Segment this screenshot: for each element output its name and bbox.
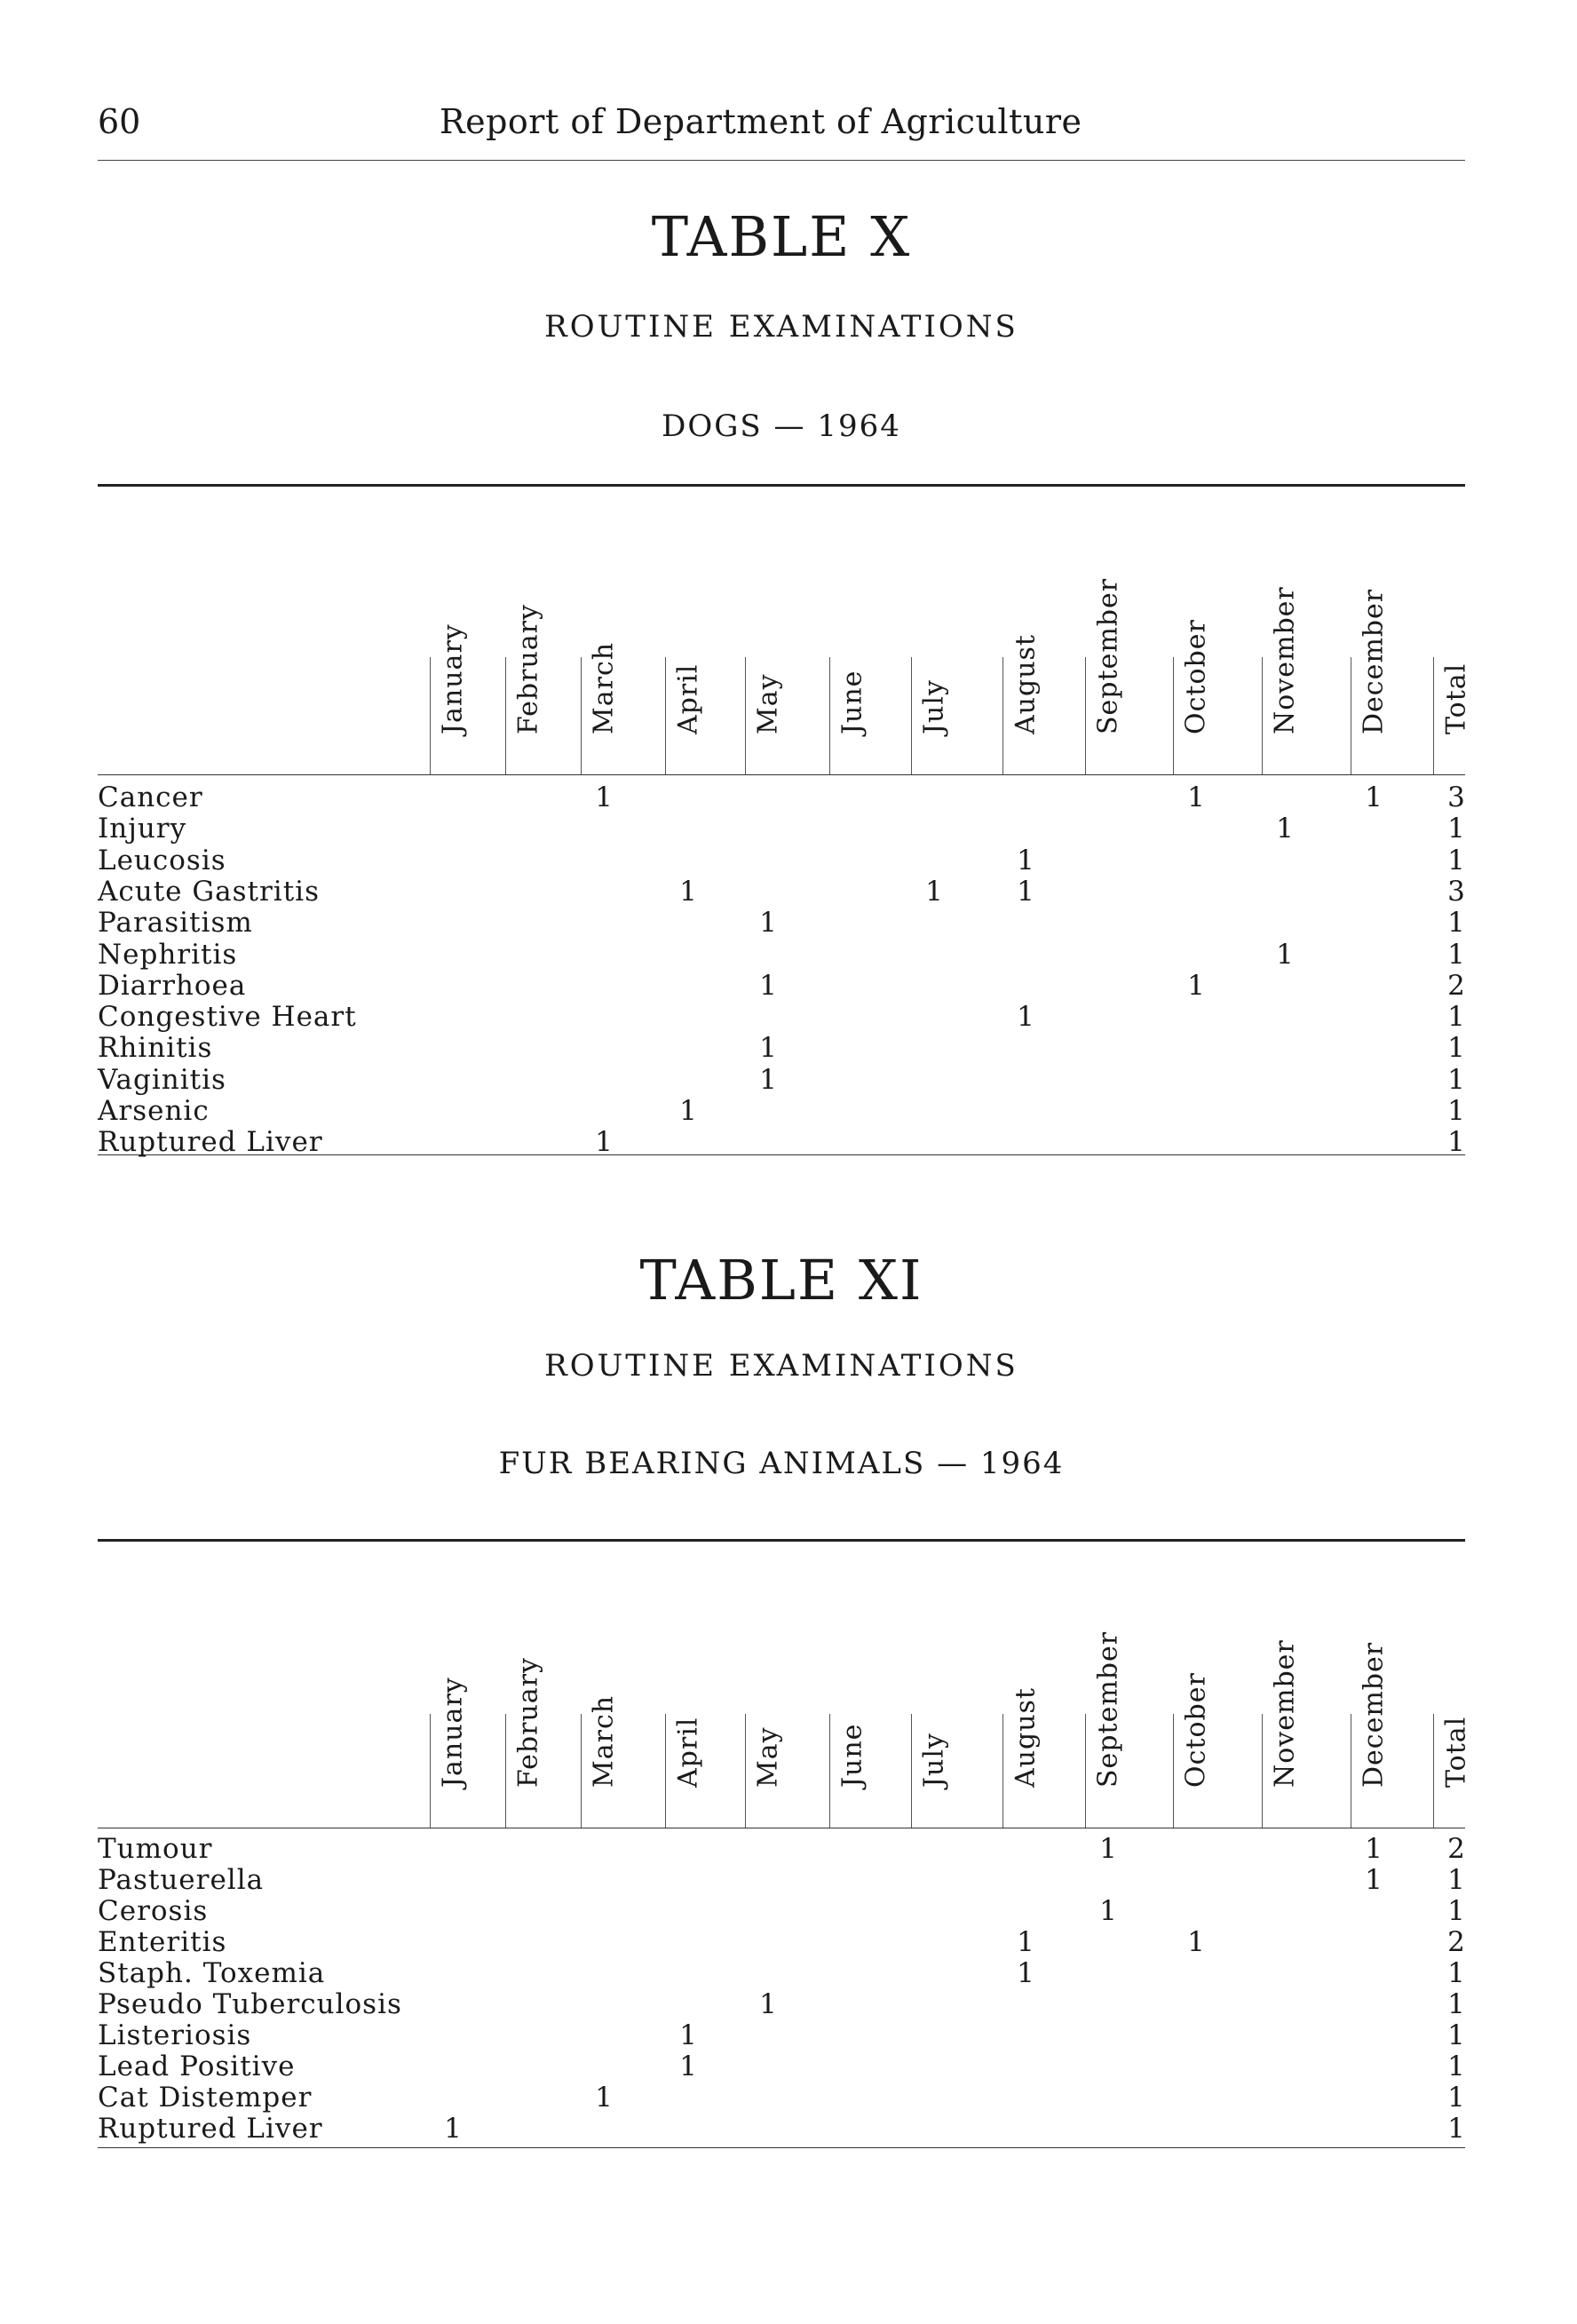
column-header-label: September <box>1092 577 1124 734</box>
row-label: Pastuerella <box>98 1864 265 1896</box>
column-header-label: November <box>1269 586 1301 734</box>
row-label: Ruptured Liver <box>98 2113 323 2145</box>
row-label: Arsenic <box>98 1095 210 1127</box>
column-header-july <box>916 1623 952 1819</box>
column-header-june <box>835 1623 870 1819</box>
row-label: Injury <box>98 813 187 845</box>
row-total: 1 <box>1447 813 1465 845</box>
column-header-label: May <box>752 1726 784 1788</box>
column-header-label: June <box>836 1723 868 1788</box>
table-caption: DOGS — 1964 <box>662 408 901 444</box>
column-header-label: April <box>672 663 704 734</box>
row-total: 1 <box>1447 1032 1465 1065</box>
table-bottom-rule <box>98 2147 1465 2148</box>
column-rule <box>430 1714 431 1828</box>
table-cell: 1 <box>1017 875 1034 908</box>
row-label: Cancer <box>98 781 203 813</box>
column-rule <box>581 1714 582 1828</box>
row-total: 2 <box>1447 969 1465 1002</box>
column-header-august <box>1008 1623 1043 1819</box>
row-total: 1 <box>1447 1063 1465 1096</box>
row-total: 2 <box>1447 1926 1465 1958</box>
table-cell: 1 <box>759 907 777 940</box>
column-rule <box>829 1714 830 1828</box>
row-total: 3 <box>1447 875 1465 908</box>
row-total: 1 <box>1447 1095 1465 1127</box>
row-label: Tumour <box>98 1833 213 1865</box>
column-rule <box>911 1714 912 1828</box>
table-cell: 1 <box>1017 1926 1034 1958</box>
column-header-label: February <box>512 604 544 734</box>
row-total: 1 <box>1447 1957 1465 1989</box>
column-header-label: July <box>918 1733 950 1788</box>
table-cell: 1 <box>1365 1833 1383 1865</box>
table-cell: 1 <box>595 2082 613 2114</box>
row-label: Leucosis <box>98 844 226 876</box>
column-header-march <box>586 1623 622 1819</box>
column-rule <box>1433 1714 1434 1828</box>
table-subtitle: ROUTINE EXAMINATIONS <box>544 309 1018 345</box>
table-cell: 1 <box>1017 1001 1034 1034</box>
column-rule <box>665 1714 666 1828</box>
row-label: Diarrhoea <box>98 969 247 1002</box>
table-cell: 1 <box>925 875 943 908</box>
page-number: 60 <box>98 102 141 141</box>
column-header-label: August <box>1010 634 1042 734</box>
column-rule <box>505 1714 506 1828</box>
table-cell: 1 <box>1365 781 1383 813</box>
table-cell: 1 <box>1276 938 1294 971</box>
column-rule <box>745 1714 746 1828</box>
column-header-may <box>750 1623 786 1819</box>
row-total: 1 <box>1447 907 1465 940</box>
table-caption: FUR BEARING ANIMALS — 1964 <box>498 1446 1065 1481</box>
column-header-april <box>670 1623 706 1819</box>
table-cell: 1 <box>444 2113 462 2145</box>
table-cell: 1 <box>1187 1926 1205 1958</box>
row-label: Lead Positive <box>98 2050 296 2082</box>
column-rule <box>1173 1714 1174 1828</box>
row-label: Rhinitis <box>98 1032 213 1065</box>
row-label: Cat Distemper <box>98 2082 313 2114</box>
table-cell: 1 <box>759 1063 777 1096</box>
row-label: Parasitism <box>98 907 253 940</box>
column-header-label: January <box>437 1677 469 1788</box>
column-header-label: February <box>512 1657 544 1788</box>
table-cell: 1 <box>679 2050 697 2082</box>
running-title: Report of Department of Agriculture <box>440 102 1082 141</box>
row-total: 1 <box>1447 938 1465 971</box>
column-header-november <box>1267 1623 1303 1819</box>
table-title: TABLE XI <box>639 1248 923 1313</box>
row-label: Congestive Heart <box>98 1001 357 1034</box>
row-label: Enteritis <box>98 1926 227 1958</box>
column-header-label: December <box>1358 1641 1390 1788</box>
table-cell: 1 <box>759 1988 777 2020</box>
table-title: TABLE X <box>651 204 912 269</box>
row-total: 1 <box>1447 1864 1465 1896</box>
table-xi <box>98 0 1472 2220</box>
column-header-label: December <box>1358 588 1390 734</box>
row-total: 1 <box>1447 2019 1465 2051</box>
column-header-december <box>1356 1623 1391 1819</box>
table-cell: 1 <box>1099 1833 1117 1865</box>
column-header-label: March <box>588 641 620 734</box>
column-header-label: October <box>1180 1672 1212 1788</box>
table-cell: 1 <box>1365 1864 1383 1896</box>
row-total: 1 <box>1447 1988 1465 2020</box>
table-cell: 1 <box>759 1032 777 1065</box>
column-header-label: April <box>672 1717 704 1788</box>
table-cell: 1 <box>1017 844 1034 876</box>
column-header-october <box>1178 1623 1214 1819</box>
table-cell: 1 <box>679 1095 697 1127</box>
row-label: Pseudo Tuberculosis <box>98 1988 402 2020</box>
table-cell: 1 <box>1187 969 1205 1002</box>
table-cell: 1 <box>679 2019 697 2051</box>
row-total: 1 <box>1447 1126 1465 1159</box>
column-header-label: Total <box>1440 1716 1472 1788</box>
row-total: 1 <box>1447 1895 1465 1927</box>
row-total: 2 <box>1447 1833 1465 1865</box>
table-cell: 1 <box>1187 781 1205 813</box>
column-header-label: July <box>918 679 950 734</box>
row-total: 1 <box>1447 2082 1465 2114</box>
column-rule <box>1002 1714 1003 1828</box>
column-header-september <box>1090 1623 1126 1819</box>
table-cell: 1 <box>679 875 697 908</box>
row-total: 1 <box>1447 2113 1465 2145</box>
column-header-label: January <box>437 623 469 734</box>
column-header-label: March <box>588 1694 620 1788</box>
row-label: Nephritis <box>98 938 238 971</box>
table-cell: 1 <box>1017 1957 1034 1989</box>
row-label: Ruptured Liver <box>98 1126 323 1159</box>
table-top-rule <box>98 1539 1465 1542</box>
row-total: 1 <box>1447 2050 1465 2082</box>
row-total: 3 <box>1447 781 1465 813</box>
row-label: Vaginitis <box>98 1063 226 1096</box>
column-header-label: June <box>836 670 868 734</box>
column-header-label: Total <box>1440 662 1472 734</box>
table-cell: 1 <box>1099 1895 1117 1927</box>
column-header-label: November <box>1269 1639 1301 1788</box>
table-cell: 1 <box>759 969 777 1002</box>
column-rule <box>1262 1714 1263 1828</box>
column-header-label: August <box>1010 1687 1042 1788</box>
row-total: 1 <box>1447 1001 1465 1034</box>
table-subtitle: ROUTINE EXAMINATIONS <box>544 1348 1018 1384</box>
table-cell: 1 <box>595 781 613 813</box>
row-label: Acute Gastritis <box>98 875 320 908</box>
column-header-total <box>1438 1623 1474 1819</box>
row-total: 1 <box>1447 844 1465 876</box>
column-rule <box>1085 1714 1086 1828</box>
table-cell: 1 <box>1276 813 1294 845</box>
column-header-label: May <box>752 673 784 734</box>
row-label: Staph. Toxemia <box>98 1957 326 1989</box>
table-cell: 1 <box>595 1126 613 1159</box>
row-label: Cerosis <box>98 1895 209 1927</box>
column-header-february <box>511 1623 546 1819</box>
column-header-label: September <box>1092 1630 1124 1788</box>
column-header-label: October <box>1180 619 1212 734</box>
column-header-january <box>435 1623 471 1819</box>
row-label: Listeriosis <box>98 2019 252 2051</box>
